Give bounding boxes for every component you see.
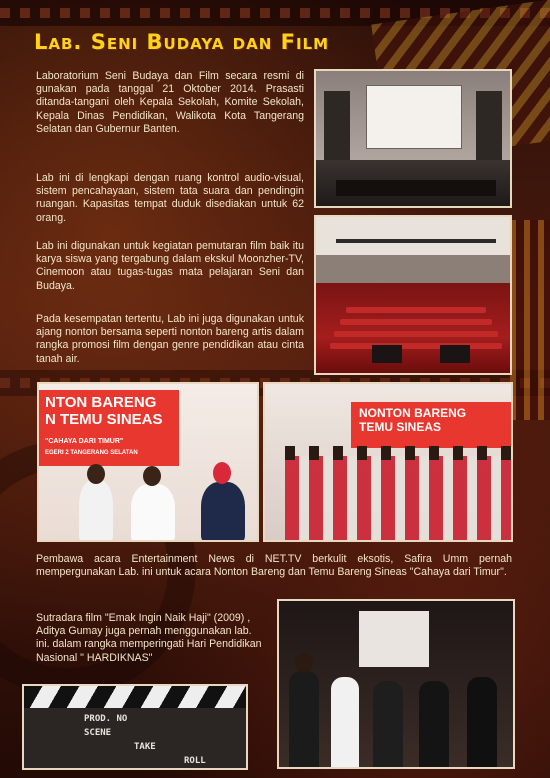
- clap-roll: ROLL: [184, 756, 206, 766]
- photo-cinema-screen: [314, 69, 512, 208]
- paragraph-1: Laboratorium Seni Budaya dan Film secara resmi di gunakan pada tanggal 21 Oktober 2014. Prasasti ditanda-tangani oleh Kepala Sekolah, Komite Sekolah, Kepala Dinas Pendidikan, Walikota Kota Tangerang Selatan dan Gubernur Banten.: [36, 70, 304, 135]
- banner-nonton-bareng: NTON BARENG N TEMU SINEAS: [39, 390, 179, 466]
- clap-prod-no: PROD. NO: [84, 714, 128, 724]
- decor-stripes-right: [510, 220, 550, 420]
- banner-subtitle: "CAHAYA DARI TIMUR": [45, 438, 124, 445]
- photo-cinema-seats: [314, 215, 512, 375]
- photo-event-group: [263, 382, 513, 542]
- paragraph-6: Sutradara film "Emak Ingin Naik Haji" (2009) , Aditya Gumay juga pernah menggunakan lab. ini. dalam rangka memperingati Hari Pendidikan Nasional " HARDIKNAS": [36, 612, 262, 664]
- paragraph-3: Lab ini digunakan untuk kegiatan pemutaran film baik itu karya siswa yang tergabung dalam ekskul Moonzher-TV, Cinemoon atau tugas-tugas mata pelajaran Seni dan Budaya.: [36, 240, 304, 292]
- clap-take: TAKE: [134, 742, 156, 752]
- page-title: Lab. Seni Budaya dan Film: [34, 30, 330, 54]
- photo-clapperboard: [22, 684, 248, 770]
- photo-director: [277, 599, 515, 769]
- banner-school: EGERI 2 TANGERANG SELATAN: [45, 450, 138, 456]
- paragraph-2: Lab ini di lengkapi dengan ruang kontrol audio-visual, sistem pencahayaan, sistem tata suara dan pendingin ruangan. Kapasitas tempat duduk disediakan untuk 62 orang.: [36, 172, 304, 224]
- photo-event-nonton-bareng: [37, 382, 259, 542]
- clap-scene: SCENE: [84, 728, 112, 738]
- paragraph-4: Pada kesempatan tertentu, Lab ini juga digunakan untuk ajang nonton bersama seperti nonton bareng artis dalam rangka promosi film dengan genre pendidikan atau cinta tanah air.: [36, 313, 304, 365]
- paragraph-5: Pembawa acara Entertainment News di NET.TV berkulit eksotis, Safira Umm pernah mempergunakan Lab. ini untuk acara Nonton Bareng dan Temu Bareng Sineas "Cahaya dari Timur".: [36, 553, 512, 579]
- banner-right: NONTON BARENG TEMU SINEAS: [351, 402, 511, 448]
